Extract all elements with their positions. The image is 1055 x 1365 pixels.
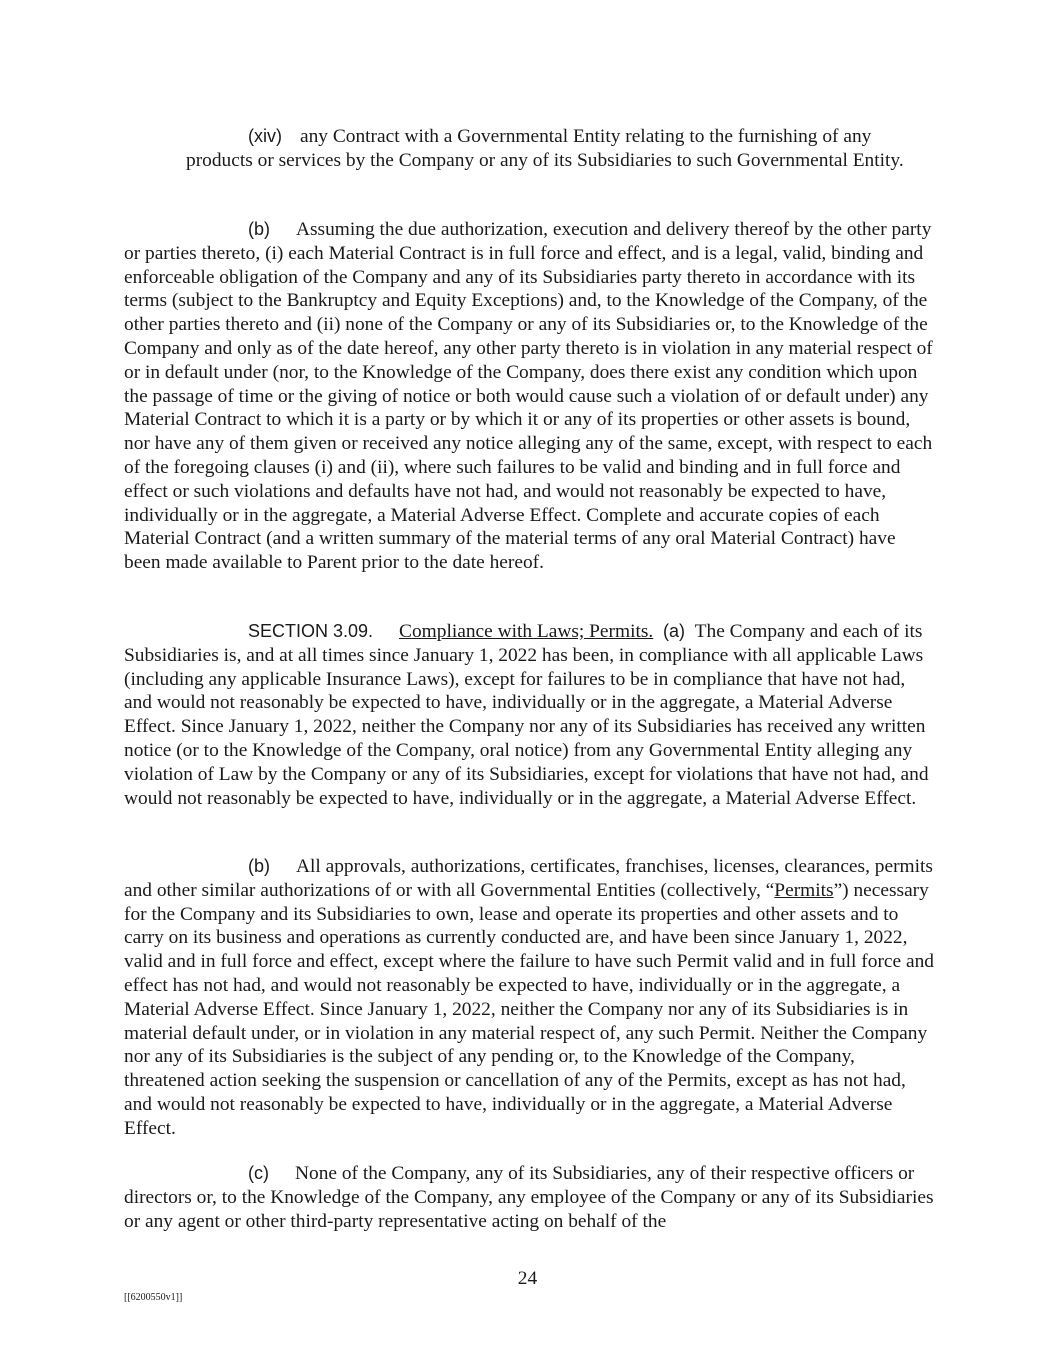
defined-term-permits: Permits (774, 879, 834, 901)
clause-label: (b) (248, 219, 270, 239)
section-3-09 (124, 620, 936, 810)
page-number: 24 (517, 1268, 538, 1289)
clause-text: None of the Company, any of its Subsidiaries, any of their respective officers or directors or, to the Knowledge of the Company, any employee of the Company or any of its Subsidiaries or any agent or other third-party representative acting on behalf of the (124, 1163, 934, 1232)
section-heading: Compliance with Laws; Permits. (399, 621, 654, 642)
clause-label: (b) (248, 856, 270, 876)
clause-b-permits (124, 855, 936, 1141)
clause-c (124, 1162, 936, 1233)
clause-label: (a) (662, 621, 685, 641)
clause-text-after: ”) necessary for the Company and its Subsidiaries to own, lease and operate its properties and other assets and to carry on its business and operations as currently conducted are, and have been since January 1, 2022, valid and in full force and effect, except where the failure to have such Permit valid and in full force and effect has not had, and would not reasonably be expected to have, individually or in the aggregate, a Material Adverse Effect. Since January 1, 2022, neither the Company nor any of its Subsidiaries is in material default under, or in violation in any material respect of, any such Permit. Neither the Company nor any of its Subsidiaries is the subject of any pending or, to the Knowledge of the Company, threatened action seeking the suspension or cancellation of any of the Permits, except as has not had, and would not reasonably be expected to have, individually or in the aggregate, a Material Adverse Effect. (124, 879, 934, 1139)
clause-text: any Contract with a Governmental Entity relating to the furnishing of any products or services by the Company or any of its Subsidiaries to such Governmental Entity. (186, 126, 904, 171)
section-number: SECTION 3.09. (248, 621, 374, 641)
clause-text: The Company and each of its Subsidiaries is, and at all times since January 1, 2022 has been, in compliance with all applicable Laws (including any applicable Insurance Laws), except for failures to be in compliance that have not had, and would not reasonably be expected to have, individually or in the aggregate, a Material Adverse Effect. Since January 1, 2022, neither the Company nor any of its Subsidiaries has received any written notice (or to the Knowledge of the Company, oral notice) from any Governmental Entity alleging any violation of Law by the Company or any of its Subsidiaries, except for violations that have not had, and would not reasonably be expected to have, individually or in the aggregate, a Material Adverse Effect. (124, 621, 929, 809)
document-id: [[6200550v1]] (124, 1292, 183, 1303)
clause-xiv (186, 125, 938, 173)
clause-text-before: All approvals, authorizations, certificates, franchises, licenses, clearances, permits and other similar authorizations of or with all Governmental Entities (collectively, “ (124, 856, 933, 901)
clause-label: (c) (248, 1163, 269, 1183)
clause-label: (xiv) (248, 126, 282, 146)
clause-text: Assuming the due authorization, execution and delivery thereof by the other party or parties thereto, (i) each Material Contract is in full force and effect, and is a legal, valid, binding and enforceable obligation of the Company and any of its Subsidiaries party thereto in accordance with its terms (subject to the Bankruptcy and Equity Exceptions) and, to the Knowledge of the Company, of the other parties thereto and (ii) none of the Company or any of its Subsidiaries or, to the Knowledge of the Company and only as of the date hereof, any other party thereto is in violation in any material respect of or in default under (nor, to the Knowledge of the Company, does there exist any condition which upon the passage of time or the giving of notice or both would cause such a violation of or default under) any Material Contract to which it is a party or by which it or any of its properties or other assets is bound, nor have any of them given or received any notice alleging any of the same, except, with respect to each of the foregoing clauses (i) and (ii), where such failures to be valid and binding and in full force and effect or such violations and defaults have not had, and would not reasonably be expected to have, individually or in the aggregate, a Material Adverse Effect. Complete and accurate copies of each Material Contract (and a written summary of the material terms of any oral Material Contract) have been made available to Parent prior to the date hereof. (124, 219, 933, 574)
clause-b-material-contracts (124, 218, 936, 575)
